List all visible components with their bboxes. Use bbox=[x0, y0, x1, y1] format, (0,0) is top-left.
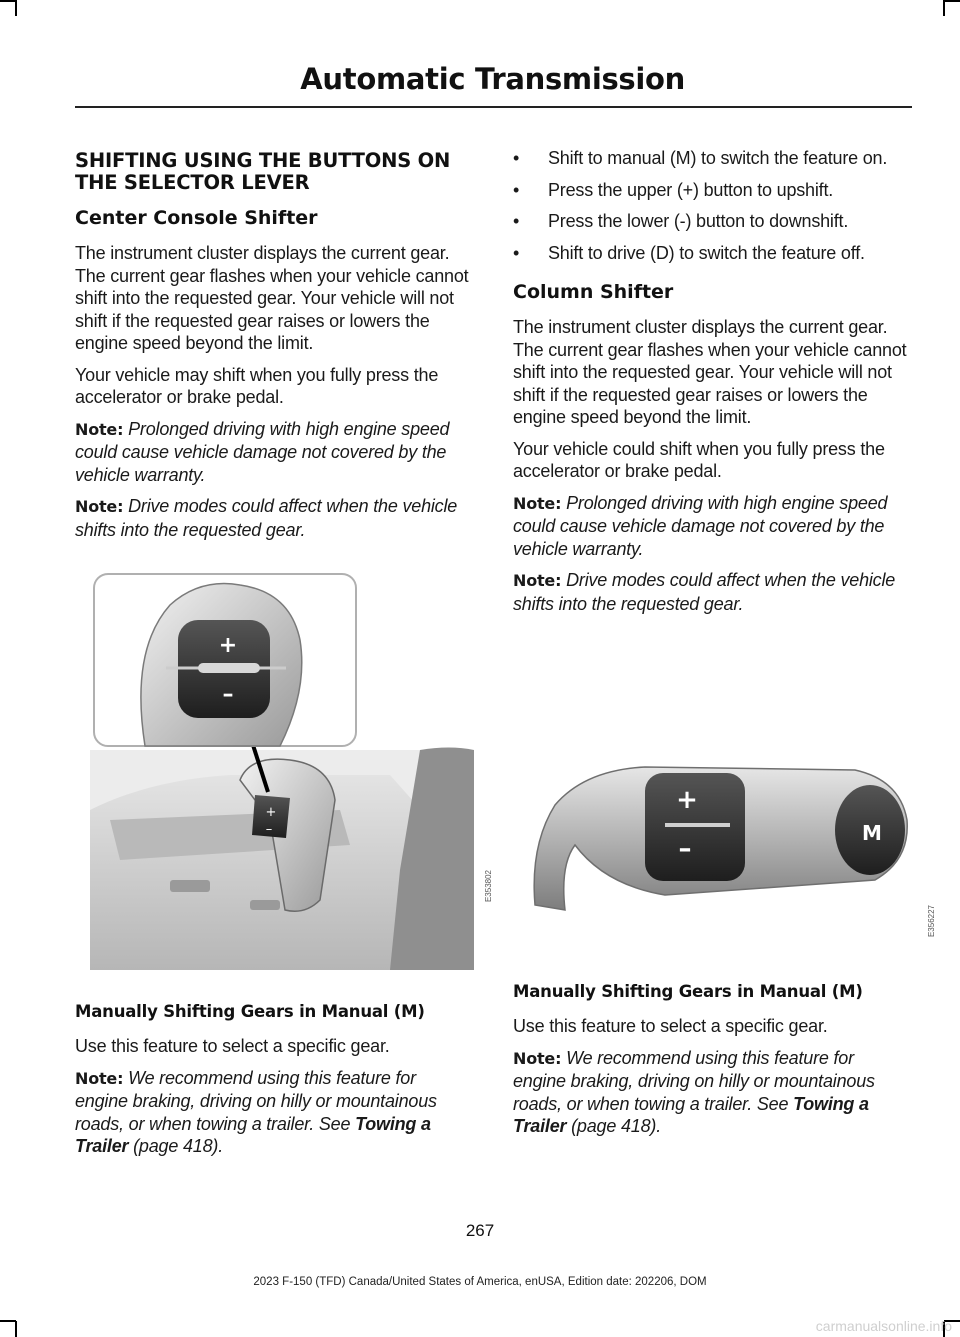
list-item-text: Shift to manual (M) to switch the feature on. bbox=[548, 148, 888, 168]
note-label: Note: bbox=[75, 419, 124, 439]
note-text: Drive modes could affect when the vehicle shifts into the requested gear. bbox=[75, 496, 458, 540]
list-item bbox=[513, 242, 911, 265]
figure-heading: Manually Shifting Gears in Manual (M) bbox=[75, 1002, 425, 1021]
center-console-shifter-illustration bbox=[90, 570, 493, 970]
note bbox=[75, 495, 473, 541]
right-column-lower bbox=[513, 981, 911, 1147]
bullet-icon: • bbox=[513, 148, 520, 168]
note bbox=[513, 492, 911, 561]
crop-mark bbox=[0, 1320, 16, 1322]
section-title: SHIFTING USING THE BUTTONS ON THE SELECTOR LEVER bbox=[75, 149, 451, 194]
column-shifter-svg bbox=[515, 745, 915, 920]
watermark: carmanualsonline.info bbox=[815, 1318, 952, 1334]
list-item bbox=[513, 210, 911, 233]
right-column bbox=[513, 147, 911, 624]
subheading-column-shifter: Column Shifter bbox=[513, 281, 674, 303]
crop-mark bbox=[944, 0, 960, 2]
note-text: We recommend using this feature for engine braking, driving on hilly or mountainous roads, or when towing a trailer. See bbox=[75, 1067, 437, 1134]
note-text: Drive modes could affect when the vehicle shifts into the requested gear. bbox=[513, 570, 896, 614]
left-column-lower bbox=[75, 1001, 473, 1167]
paragraph: The instrument cluster displays the current gear. The current gear flashes when your vehicle cannot shift into the requested gear. Your vehicle will not shift if the requested gear raises or lowers the engine speed beyond the limit. bbox=[513, 317, 907, 427]
bullet-icon: • bbox=[513, 211, 520, 231]
note-label: Note: bbox=[75, 1068, 124, 1088]
list-item-text: Shift to drive (D) to switch the feature off. bbox=[548, 242, 865, 263]
note bbox=[75, 1067, 473, 1158]
column-shifter-illustration bbox=[515, 745, 936, 938]
plus-icon: + bbox=[676, 785, 698, 815]
bullet-list bbox=[513, 147, 911, 264]
page-reference: (page 418). bbox=[571, 1116, 661, 1136]
shifter-svg bbox=[90, 570, 474, 970]
plus-icon: + bbox=[218, 633, 238, 658]
paragraph: Use this feature to select a specific gear. bbox=[75, 1036, 390, 1056]
note-text: Prolonged driving with high engine speed could cause vehicle damage not covered by the vehicle warranty. bbox=[75, 418, 450, 485]
crop-mark bbox=[15, 0, 17, 16]
note bbox=[75, 418, 473, 487]
page-reference: (page 418). bbox=[133, 1136, 223, 1156]
note-label: Note: bbox=[75, 497, 124, 516]
figure-heading: Manually Shifting Gears in Manual (M) bbox=[513, 982, 863, 1001]
subheading-center-console: Center Console Shifter bbox=[75, 207, 318, 229]
header-divider bbox=[75, 106, 912, 108]
note-text: We recommend using this feature for engine braking, driving on hilly or mountainous roads, or when towing a trailer. See bbox=[513, 1047, 875, 1114]
left-column bbox=[75, 150, 473, 550]
paragraph: The instrument cluster displays the current gear. The current gear flashes when your vehicle cannot shift into the requested gear. Your vehicle will not shift if the requested gear raises or lowers the engine speed beyond the limit. bbox=[75, 243, 469, 353]
page-number: 267 bbox=[465, 1221, 495, 1240]
minus-icon: – bbox=[678, 834, 692, 864]
note-label: Note: bbox=[513, 493, 562, 513]
crop-mark bbox=[0, 0, 16, 2]
minus-icon: – bbox=[222, 682, 234, 707]
crop-mark bbox=[15, 1321, 17, 1337]
note bbox=[513, 1047, 911, 1138]
bullet-icon: • bbox=[513, 242, 520, 263]
figure-code: E356227 bbox=[927, 905, 936, 938]
note-label: Note: bbox=[513, 571, 562, 590]
list-item-text: Press the lower (-) button to downshift. bbox=[548, 211, 849, 231]
minus-icon: – bbox=[265, 822, 273, 837]
bullet-icon: • bbox=[513, 179, 520, 200]
paragraph: Your vehicle could shift when you fully press the accelerator or brake pedal. bbox=[513, 438, 885, 481]
list-item bbox=[513, 147, 911, 170]
note-text: Prolonged driving with high engine speed could cause vehicle damage not covered by the vehicle warranty. bbox=[513, 492, 888, 559]
page-header-title: Automatic Transmission bbox=[300, 62, 685, 96]
figure-code: E353802 bbox=[484, 870, 493, 903]
note bbox=[513, 569, 911, 615]
list-item-text: Press the upper (+) button to upshift. bbox=[548, 179, 834, 200]
towing-a-trailer-link[interactable]: Towing a Trailer bbox=[513, 1093, 869, 1136]
crop-mark bbox=[943, 0, 945, 16]
footer-edition: 2023 F-150 (TFD) Canada/United States of America, enUSA, Edition date: 202206, DOM bbox=[253, 1276, 707, 1288]
note-label: Note: bbox=[513, 1048, 562, 1068]
towing-a-trailer-link[interactable]: Towing a Trailer bbox=[75, 1113, 431, 1156]
plus-icon: + bbox=[265, 805, 277, 820]
paragraph: Your vehicle may shift when you fully press the accelerator or brake pedal. bbox=[75, 364, 439, 407]
list-item bbox=[513, 179, 911, 202]
paragraph: Use this feature to select a specific gear. bbox=[513, 1016, 828, 1036]
manual-mode-icon: M bbox=[862, 821, 882, 845]
